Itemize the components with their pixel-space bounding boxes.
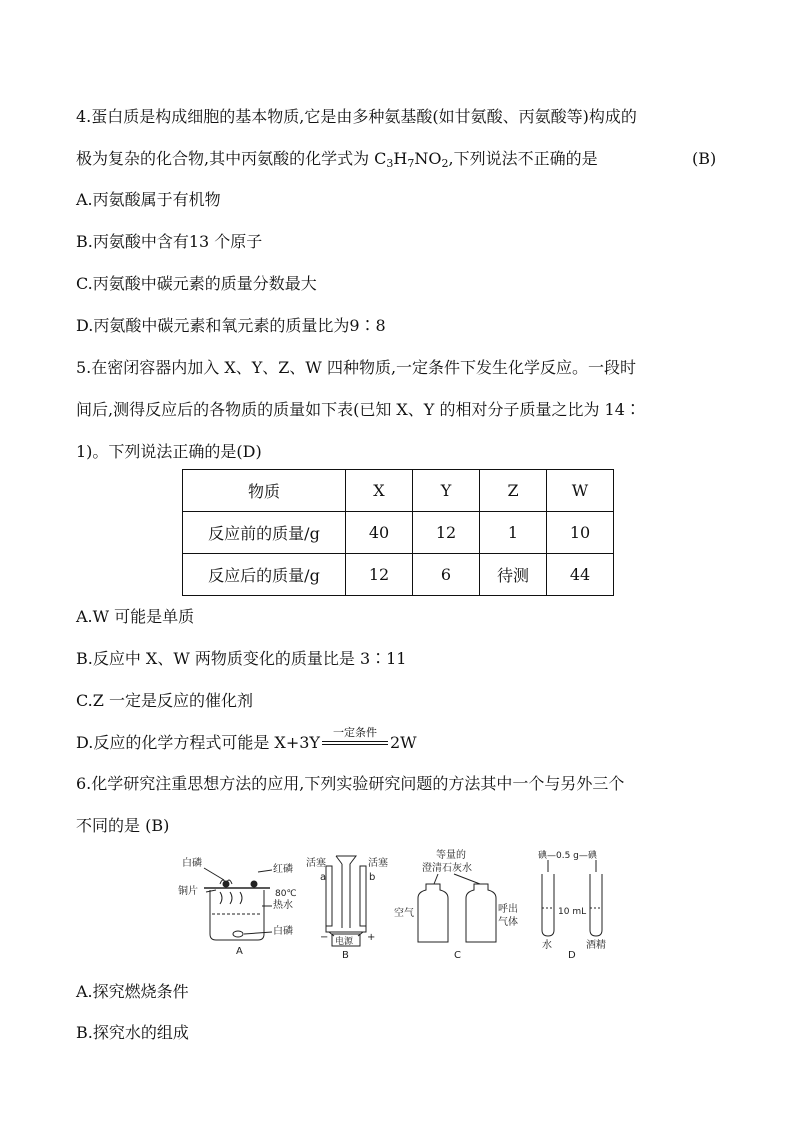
figure-label-c: C (454, 950, 461, 960)
q6-stem-line-1: 6.化学研究注重思想方法的应用,下列实验研究问题的方法其中一个与另外三个 (76, 774, 625, 793)
q4-formula-h: H (393, 149, 408, 168)
apparatus-b (306, 856, 388, 960)
q5-option-a: A.W 可能是单质 (76, 607, 195, 626)
label: 10 mL (558, 907, 587, 917)
reaction-condition-arrow (322, 726, 388, 754)
table-cell: 12 (346, 554, 413, 596)
label: 活塞 (368, 858, 388, 869)
table-cell: 反应前的质量/g (183, 512, 346, 554)
q4-formula-sub-3: 3 (386, 157, 394, 170)
leader-line (434, 874, 438, 884)
q5-stem-line-2: 间后,测得反应后的各物质的质量如下表(已知 X、Y 的相对分子质量之比为 14∶ (76, 400, 641, 419)
q4-option-d: D.丙氨酸中碳元素和氧元素的质量比为9∶8 (76, 316, 386, 335)
label: 电源 (335, 937, 354, 947)
q6-option-a: A.探究燃烧条件 (76, 982, 189, 1001)
q6-stem-line-2: 不同的是 (B) (76, 816, 170, 835)
q6-experiment-figure (176, 848, 618, 960)
q5-option-d-product: 2W (389, 733, 417, 752)
red-phosphorus-dot (251, 881, 257, 887)
test-tube-icon (542, 874, 554, 936)
tube-b (360, 866, 366, 926)
label: 热水 (273, 900, 293, 911)
label: 呼出 (498, 904, 518, 915)
steam-lines (220, 892, 242, 904)
q5-stem-line-3: 1)。下列说法正确的是(D) (76, 442, 262, 461)
label: 酒精 (586, 940, 606, 951)
apparatus-d (538, 849, 606, 960)
q4-answer: (B) (692, 149, 717, 168)
leader-line (258, 870, 272, 872)
bottle-icon (418, 884, 448, 942)
label: 铜片 (178, 886, 198, 897)
table-cell: 44 (547, 554, 614, 596)
table-header-cell: Y (413, 470, 480, 512)
label: 气体 (498, 917, 518, 928)
table-header-cell: Z (480, 470, 547, 512)
leader-line (204, 868, 224, 880)
label: 澄清石灰水 (422, 863, 472, 874)
label: 红磷 (273, 864, 293, 875)
figure-label-b: B (342, 950, 349, 960)
label: 白磷 (273, 926, 293, 937)
q6-option-b: B.探究水的组成 (76, 1023, 189, 1042)
bottle-icon (466, 884, 496, 942)
q4-formula-sub-2: 2 (441, 157, 449, 170)
table-cell: 1 (480, 512, 547, 554)
table-header-row (183, 470, 614, 512)
q5-option-d (76, 726, 417, 754)
table-cell: 12 (413, 512, 480, 554)
q5-stem-line-1: 5.在密闭容器内加入 X、Y、Z、W 四种物质,一定条件下发生化学反应。一段时 (76, 358, 637, 377)
apparatus-c (394, 848, 518, 960)
figure-label-d: D (568, 950, 576, 960)
submerged-phosphorus (233, 931, 243, 937)
table-header-cell: X (346, 470, 413, 512)
q4-option-c: C.丙氨酸中碳元素的质量分数最大 (76, 274, 317, 293)
q4-stem-line-1: 4.蛋白质是构成细胞的基本物质,它是由多种氨基酸(如甘氨酸、丙氨酸等)构成的 (76, 107, 637, 126)
q4-formula-sub-7: 7 (407, 157, 415, 170)
q5-option-d-text: D.反应的化学方程式可能是 X+3Y (76, 733, 320, 752)
label: 水 (542, 940, 552, 951)
label: 等量的 (436, 850, 466, 861)
beaker-icon (210, 890, 264, 940)
figure-label-a: A (236, 946, 243, 957)
q4-formula-no: NO (414, 149, 442, 168)
table-row (183, 512, 614, 554)
test-tube-icon (590, 874, 602, 936)
q4-option-a: A.丙氨酸属于有机物 (76, 190, 221, 209)
table-cell: 待测 (480, 554, 547, 596)
table-cell: 反应后的质量/g (183, 554, 346, 596)
table-header-cell: 物质 (183, 470, 346, 512)
label: 白磷 (182, 858, 202, 869)
reaction-condition-label: 一定条件 (332, 726, 377, 739)
label: a (320, 872, 327, 883)
q4-stem-tail: ,下列说法不正确的是 (448, 149, 598, 168)
table-cell: 10 (547, 512, 614, 554)
leader-line (244, 932, 272, 934)
leader-line (206, 890, 216, 892)
equals-bar-top (322, 741, 388, 742)
table-row (183, 554, 614, 596)
leader-line (454, 874, 480, 884)
connector-tube (326, 926, 366, 932)
q5-option-b: B.反应中 X、W 两物质变化的质量比是 3∶11 (76, 649, 407, 668)
label: 活塞 (306, 858, 326, 869)
q5-option-c: C.Z 一定是反应的催化剂 (76, 691, 253, 710)
table-header-cell: W (547, 470, 614, 512)
label: + (367, 932, 376, 943)
q5-data-table (182, 469, 614, 596)
label: − (320, 932, 329, 943)
funnel-icon (336, 856, 356, 928)
label: 空气 (394, 908, 414, 919)
equals-bar-bottom (322, 744, 388, 745)
q4-stem-line-2 (76, 148, 598, 175)
table-cell: 40 (346, 512, 413, 554)
q4-stem-text: 极为复杂的化合物,其中丙氨酸的化学式为 C (76, 149, 387, 168)
tube-a (326, 866, 332, 926)
white-phosphorus-dot (223, 881, 229, 887)
label: 碘—0.5 g—碘 (538, 851, 597, 861)
label: b (369, 872, 376, 883)
q4-option-b: B.丙氨酸中含有13 个原子 (76, 232, 263, 251)
apparatus-a (178, 856, 297, 957)
label: 80℃ (275, 889, 297, 899)
table-cell: 6 (413, 554, 480, 596)
